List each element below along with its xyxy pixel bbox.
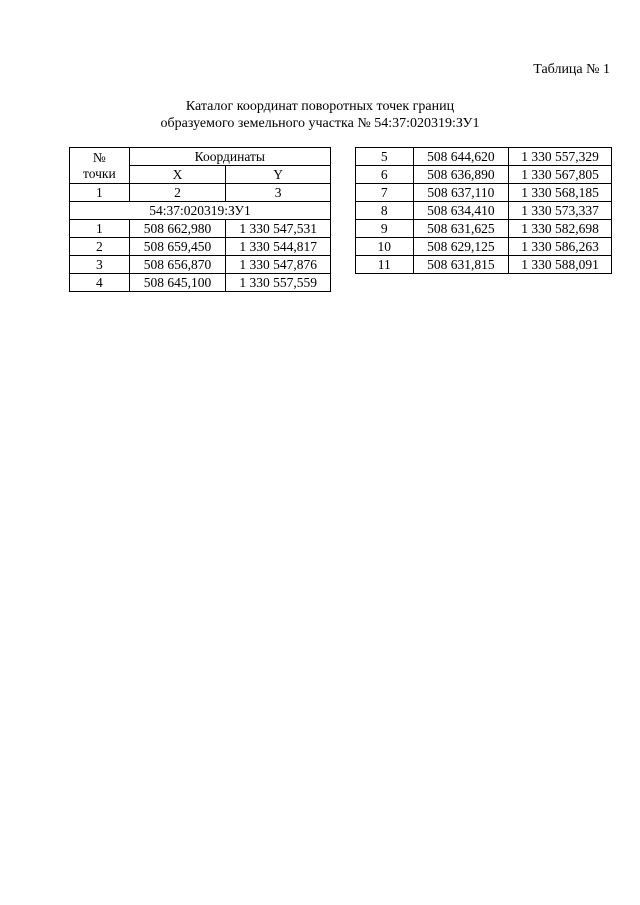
coordinates-header: Координаты (129, 148, 330, 166)
table-row (356, 238, 612, 256)
parcel-label: 54:37:020319:ЗУ1 (70, 202, 331, 220)
coordinates-table-right (355, 147, 612, 274)
coordinates-table-left (69, 147, 331, 292)
y-value: 1 330 567,805 (509, 166, 612, 184)
point-number: 3 (70, 256, 130, 274)
point-number: 5 (356, 148, 414, 166)
header-row (70, 148, 331, 166)
y-value: 1 330 568,185 (509, 184, 612, 202)
index-cell: 1 (70, 184, 130, 202)
x-value: 508 629,125 (413, 238, 509, 256)
x-value: 508 634,410 (413, 202, 509, 220)
x-value: 508 631,815 (413, 256, 509, 274)
index-cell: 3 (226, 184, 331, 202)
table-row (356, 148, 612, 166)
y-value: 1 330 557,559 (226, 274, 331, 292)
y-value: 1 330 557,329 (509, 148, 612, 166)
y-value: 1 330 582,698 (509, 220, 612, 238)
y-value: 1 330 547,531 (226, 220, 331, 238)
point-number-header (70, 148, 130, 184)
y-value: 1 330 547,876 (226, 256, 331, 274)
title-line-1: Каталог координат поворотных точек границ (185, 99, 455, 114)
x-value: 508 636,890 (413, 166, 509, 184)
point-number: 9 (356, 220, 414, 238)
y-value: 1 330 586,263 (509, 238, 612, 256)
point-number: 6 (356, 166, 414, 184)
y-value: 1 330 544,817 (226, 238, 331, 256)
x-value: 508 644,620 (413, 148, 509, 166)
document-title (0, 98, 640, 132)
y-header: Y (226, 166, 331, 184)
point-number: 2 (70, 238, 130, 256)
parcel-row (70, 202, 331, 220)
point-number-header-line-2: точки (82, 165, 116, 181)
x-value: 508 659,450 (129, 238, 226, 256)
x-value: 508 631,625 (413, 220, 509, 238)
point-number: 8 (356, 202, 414, 220)
table-row (70, 220, 331, 238)
table-row (356, 202, 612, 220)
table-row (70, 256, 331, 274)
table-row (356, 256, 612, 274)
table-row (356, 166, 612, 184)
title-line-2: образуемого земельного участка № 54:37:020319:ЗУ1 (160, 116, 480, 131)
index-cell: 2 (129, 184, 226, 202)
x-header: X (129, 166, 226, 184)
x-value: 508 656,870 (129, 256, 226, 274)
table-row (356, 184, 612, 202)
table-number-label: Таблица № 1 (533, 62, 610, 77)
point-number: 7 (356, 184, 414, 202)
point-number: 10 (356, 238, 414, 256)
x-value: 508 637,110 (413, 184, 509, 202)
point-number: 11 (356, 256, 414, 274)
table-row (70, 238, 331, 256)
y-value: 1 330 588,091 (509, 256, 612, 274)
x-value: 508 645,100 (129, 274, 226, 292)
point-number: 1 (70, 220, 130, 238)
column-index-row (70, 184, 331, 202)
x-value: 508 662,980 (129, 220, 226, 238)
point-number: 4 (70, 274, 130, 292)
table-row (356, 220, 612, 238)
y-value: 1 330 573,337 (509, 202, 612, 220)
point-number-header-line-1: № (92, 149, 106, 165)
table-row (70, 274, 331, 292)
